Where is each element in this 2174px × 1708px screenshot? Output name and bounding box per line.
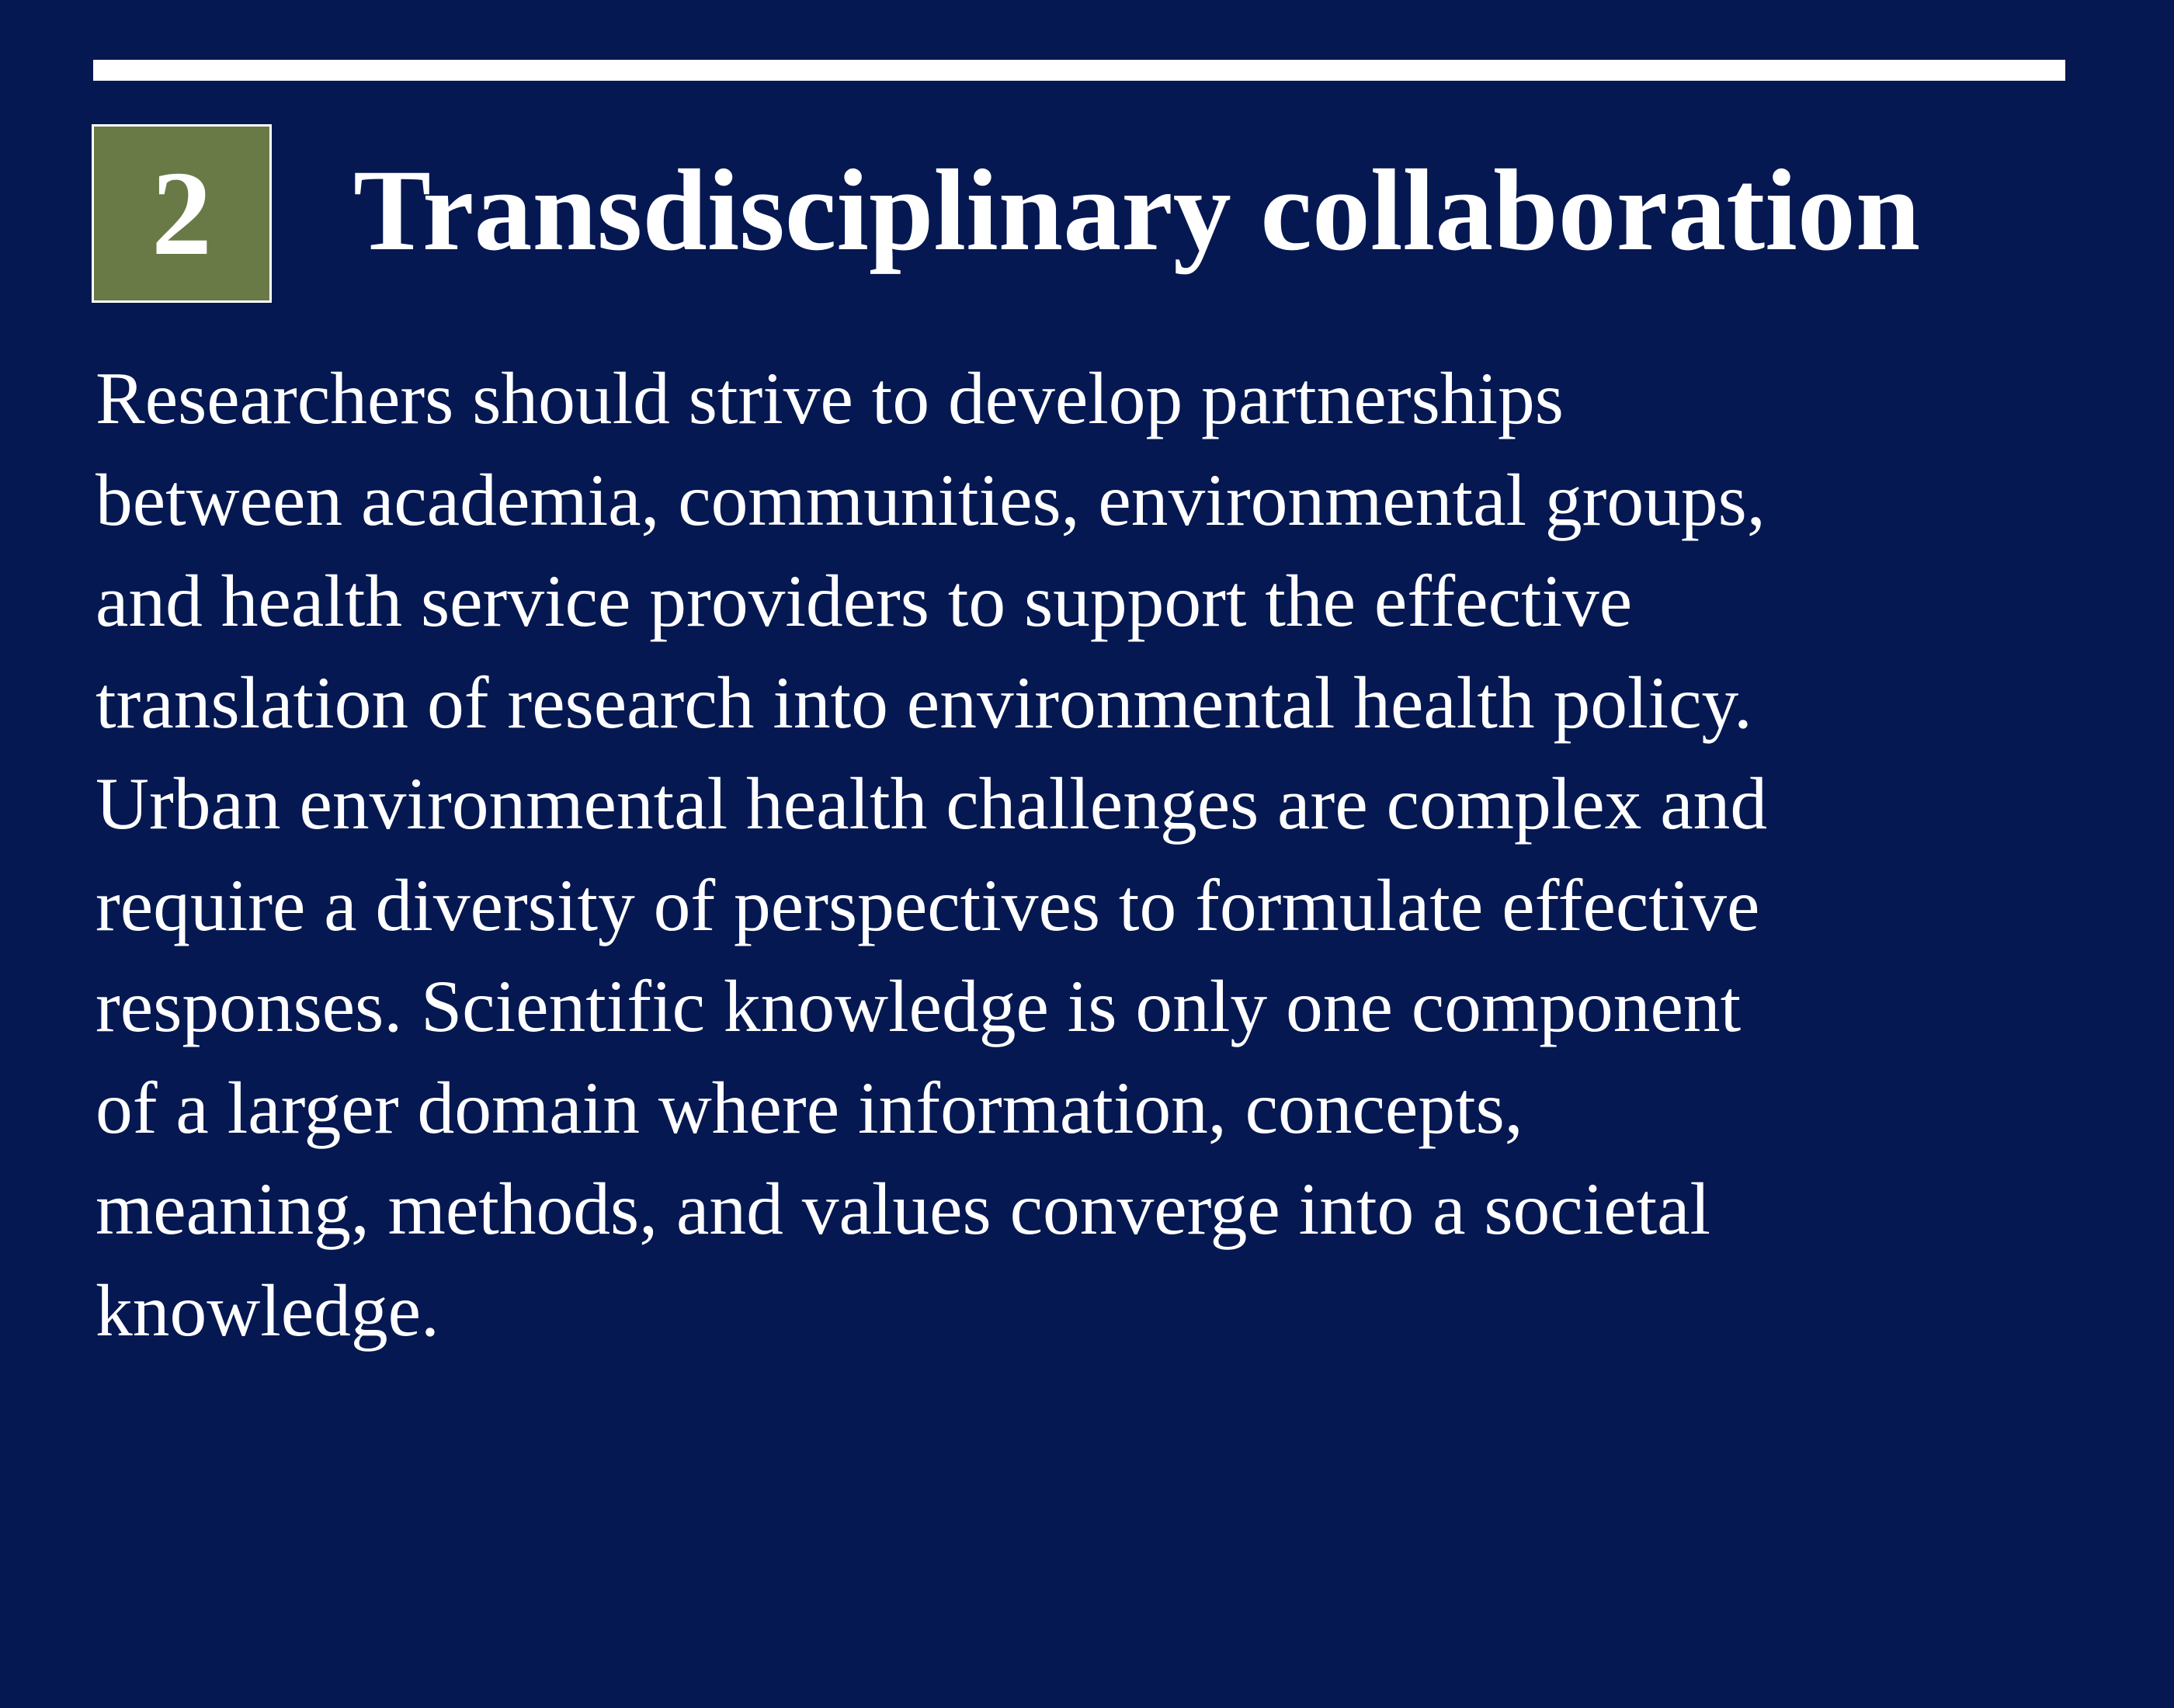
body-line: Researchers should strive to develop partnerships bbox=[96, 357, 1564, 439]
body-line: Urban environmental health challenges are complex and bbox=[96, 762, 1768, 845]
section-body bbox=[96, 348, 2083, 1361]
section-title: Transdisciplinary collaboration bbox=[353, 146, 1921, 275]
body-line: responses. Scientific knowledge is only one component bbox=[96, 965, 1742, 1047]
body-line: and health service providers to support the effective bbox=[96, 560, 1633, 642]
body-line: knowledge. bbox=[96, 1269, 439, 1352]
section-number-badge: 2 bbox=[92, 124, 272, 303]
body-line: of a larger domain where information, concepts, bbox=[96, 1066, 1523, 1149]
top-divider-rule bbox=[93, 60, 2065, 81]
body-line: require a diversity of perspectives to formulate effective bbox=[96, 863, 1760, 946]
body-line: meaning, methods, and values converge into a societal bbox=[96, 1168, 1711, 1250]
body-line: between academia, communities, environmental groups, bbox=[96, 458, 1766, 541]
body-line: translation of research into environmental health policy. bbox=[96, 661, 1752, 744]
